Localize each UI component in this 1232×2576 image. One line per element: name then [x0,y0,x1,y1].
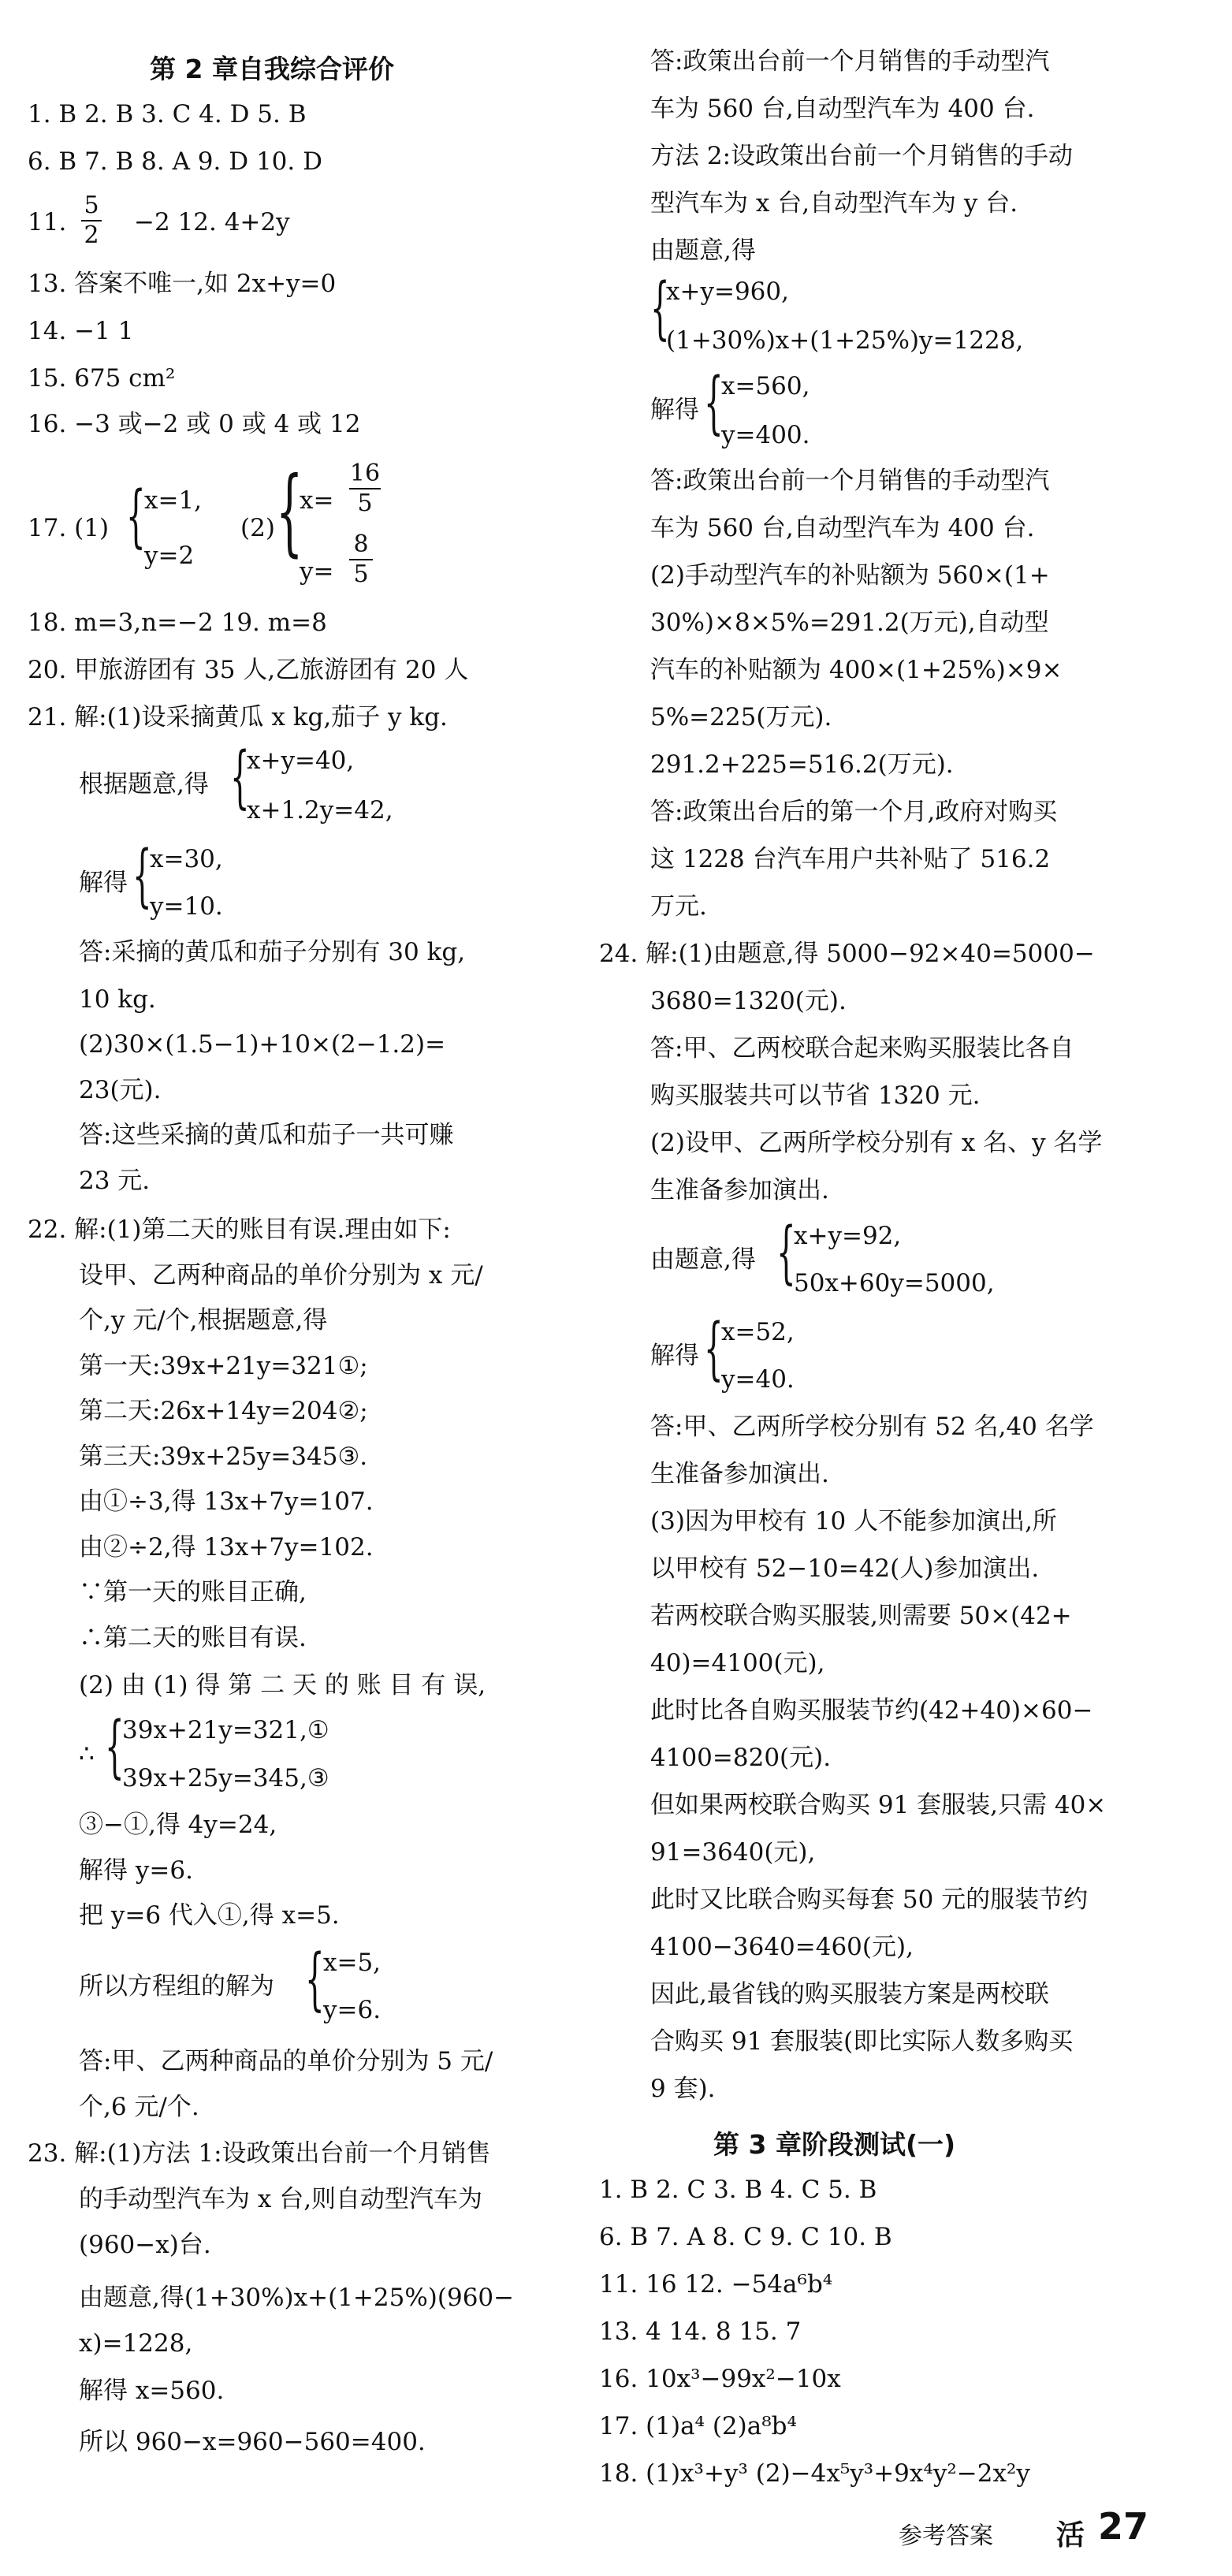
brace-24-solution: { [704,1309,724,1388]
answers-1-5: 1. B 2. B 3. C 4. D 5. B [28,100,307,128]
answer-11-fraction [81,192,102,250]
r-line5: 由题意,得 [650,236,756,265]
chapter3-title: 第 3 章阶段测试(一) [713,2129,956,2160]
r-line10: 汽车的补贴额为 400×(1+25%)×9× [650,656,1063,684]
answer-15: 15. 675 cm² [28,364,176,393]
q22-line9: ∵第一天的账目正确, [79,1578,307,1606]
q24-line21: 9 套). [650,2075,716,2103]
q24-line11: 若两校联合购买服装,则需要 50×(42+ [650,1602,1072,1630]
q21-line5: (2)30×(1.5−1)+10×(2−1.2)= [79,1030,446,1059]
q23-line4: 由题意,得(1+30%)x+(1+25%)(960− [79,2284,515,2312]
ch3-answer-16: 16. 10x³−99x²−10x [599,2365,841,2393]
ch3-answer-17: 17. (1)a⁴ (2)a⁸b⁴ [599,2412,797,2440]
q24-line8: 生准备参加演出. [650,1460,829,1488]
page-number: 27 [1098,2505,1149,2548]
q24-line10: 以甲校有 52−10=42(人)参加演出. [650,1554,1040,1583]
q22-sol2: y=6. [323,1996,382,2024]
r-line14: 这 1228 台汽车用户共补贴了 516.2 [650,845,1051,873]
q22-sol1: x=5, [323,1949,382,1977]
q21-sol1: x=30, [150,845,223,873]
q24-line4: 购买服装共可以节省 1320 元. [650,1081,981,1110]
q24-line16: 91=3640(元), [650,1838,816,1867]
q21-line3: 答:采摘的黄瓜和茄子分别有 30 kg, [79,938,466,966]
q21-line8: 23 元. [79,1167,151,1195]
answer-11-12: −2 12. 4+2y [134,208,290,236]
answer-14: 14. −1 1 [28,317,134,345]
brace-21-solution: { [132,836,152,915]
q22-line13: 解得 y=6. [79,1856,193,1885]
footer-mark: 活 [1056,2519,1085,2552]
q21-eq1: x+y=40, [247,746,355,775]
q17-eq1: x=1, [144,486,203,515]
q24-line18: 4100−3640=460(元), [650,1933,914,1961]
brace-21-system: { [230,738,250,817]
q24-line5: (2)设甲、乙两所学校分别有 x 名、y 名学 [650,1129,1103,1157]
brace-24-system: { [776,1213,796,1292]
r-line11: 5%=225(万元). [650,703,832,731]
q24-solve-label: 解得 [650,1342,699,1370]
q24-line7: 答:甲、乙两所学校分别有 52 名,40 名学 [650,1413,1094,1441]
r-line13: 答:政策出台后的第一个月,政府对购买 [650,798,1058,826]
q23-line3: (960−x)台. [79,2231,211,2259]
q22-line6: 第三天:39x+25y=345③. [79,1442,368,1471]
answers-6-10: 6. B 7. B 8. A 9. D 10. D [28,147,322,176]
q23-line6: 解得 x=560. [79,2377,225,2405]
q21-line4: 10 kg. [79,985,156,1014]
q22-line2: 设甲、乙两种商品的单价分别为 x 元/ [79,1261,483,1290]
answer-11-label: 11. [28,208,67,236]
fraction-numerator: 5 [84,192,99,219]
brace-17-1: { [126,477,146,556]
fraction-numerator: 16 [349,460,381,487]
q22-line15: 答:甲、乙两种商品的单价分别为 5 元/ [79,2047,493,2075]
answer-18-19: 18. m=3,n=−2 19. m=8 [28,609,327,637]
q23-line1: 23. 解:(1)方法 1:设政策出台前一个月销售 [28,2139,491,2168]
q24-line6: 生准备参加演出. [650,1176,829,1204]
answer-20: 20. 甲旅游团有 35 人,乙旅游团有 20 人 [28,656,469,684]
q24-system-label: 由题意,得 [650,1245,756,1274]
q22-line1: 22. 解:(1)第二天的账目有误.理由如下: [28,1215,451,1244]
q24-line14: 4100=820(元). [650,1744,832,1772]
q24-line12: 40)=4100(元), [650,1649,825,1677]
q24-sol1: x=52, [721,1318,795,1346]
r-line4: 型汽车为 x 台,自动型汽车为 y 台. [650,189,1018,218]
q22-line5: 第二天:26x+14y=204②; [79,1397,368,1425]
ch3-answers-11-12: 11. 16 12. −54a⁶b⁴ [599,2270,833,2299]
q22-eq1: 39x+21y=321,① [122,1716,329,1744]
q17-y-label: y= [300,557,334,586]
q23-line2: 的手动型汽车为 x 台,则自动型汽车为 [79,2185,483,2213]
r-line1: 答:政策出台前一个月销售的手动型汽 [650,47,1050,76]
q24-line17: 此时又比联合购买每套 50 元的服装节约 [650,1885,1089,1914]
q22-therefore: ∴ [79,1740,95,1768]
q21-line7: 答:这些采摘的黄瓜和茄子一共可赚 [79,1121,454,1149]
fraction-denominator: 2 [84,221,99,249]
q23-line7: 所以 960−x=960−560=400. [79,2428,426,2456]
q22-line8: 由②÷2,得 13x+7y=102. [79,1533,374,1562]
q17-x-label: x= [300,486,334,515]
brace-22-system: { [105,1707,125,1786]
answer-13: 13. 答案不唯一,如 2x+y=0 [28,270,337,298]
q24-line13: 此时比各自购买服装节约(42+40)×60− [650,1696,1093,1725]
r-line2: 车为 560 台,自动型汽车为 400 台. [650,95,1035,123]
q24-line2: 3680=1320(元). [650,987,847,1015]
r-sol2: y=400. [721,421,810,449]
q17-x-fraction [349,460,381,518]
fraction-denominator: 5 [353,560,369,588]
r-line15: 万元. [650,892,707,921]
q24-line19: 因此,最省钱的购买服装方案是两校联 [650,1980,1049,2008]
ch3-answers-6-10: 6. B 7. A 8. C 9. C 10. B [599,2223,892,2251]
fraction-denominator: 5 [357,490,373,517]
q21-line1: 21. 解:(1)设采摘黄瓜 x kg,茄子 y kg. [28,703,448,731]
q17-y-fraction [349,530,373,589]
q21-line6: 23(元). [79,1076,162,1104]
footer-label: 参考答案 [899,2522,993,2550]
brace-r-system: { [650,269,670,348]
r-eq2: (1+30%)x+(1+25%)y=1228, [666,326,1024,355]
q24-eq2: 50x+60y=5000, [794,1269,995,1297]
r-line8: (2)手动型汽车的补贴额为 560×(1+ [650,561,1050,590]
r-line9: 30%)×8×5%=291.2(万元),自动型 [650,609,1049,637]
q22-line10: ∴第二天的账目有误. [79,1624,307,1652]
ch3-answer-18: 18. (1)x³+y³ (2)−4x⁵y³+9x⁴y²−2x²y [599,2459,1030,2488]
q22-line7: 由①÷3,得 13x+7y=107. [79,1487,374,1516]
q22-line11: (2) 由 (1) 得 第 二 天 的 账 目 有 误, [79,1671,486,1699]
ch3-answers-1-5: 1. B 2. C 3. B 4. C 5. B [599,2176,877,2204]
q24-line15: 但如果两校联合购买 91 套服装,只需 40× [650,1791,1107,1819]
q17-eq2: y=2 [144,542,195,570]
answer-17-part2: (2) [240,514,275,542]
brace-22-solution: { [305,1940,325,2019]
r-line12: 291.2+225=516.2(万元). [650,750,954,779]
q24-line1: 24. 解:(1)由题意,得 5000−92×40=5000− [599,940,1095,968]
q24-line3: 答:甲、乙两校联合起来购买服装比各自 [650,1034,1074,1063]
r-line7: 车为 560 台,自动型汽车为 400 台. [650,514,1035,542]
brace-17-2: { [276,457,303,567]
q24-eq1: x+y=92, [794,1222,902,1250]
r-line3: 方法 2:设政策出台前一个月销售的手动 [650,142,1074,170]
q22-line14: 把 y=6 代入①,得 x=5. [79,1901,340,1930]
q21-sol2: y=10. [150,892,223,921]
q24-line9: (3)因为甲校有 10 人不能参加演出,所 [650,1507,1057,1536]
r-solve-label: 解得 [650,396,699,424]
fraction-numerator: 8 [353,530,369,558]
q21-line2: 根据题意,得 [79,770,209,798]
ch3-answers-13-15: 13. 4 14. 8 15. 7 [599,2317,802,2346]
q22-solve-label: 所以方程组的解为 [79,1972,274,2001]
answer-16: 16. −3 或−2 或 0 或 4 或 12 [28,410,361,438]
q21-solve-label: 解得 [79,869,128,897]
q22-line12: ③−①,得 4y=24, [79,1811,277,1839]
r-sol1: x=560, [721,372,810,400]
q24-line20: 合购买 91 套服装(即比实际人数多购买 [650,2027,1074,2056]
q21-eq2: x+1.2y=42, [247,796,393,825]
r-eq1: x+y=960, [666,277,789,306]
q23-line5: x)=1228, [79,2329,193,2358]
chapter2-title: 第 2 章自我综合评价 [150,54,394,84]
q22-line16: 个,6 元/个. [79,2093,199,2121]
q22-line4: 第一天:39x+21y=321①; [79,1352,368,1380]
brace-r-solution: { [704,363,724,442]
q24-sol2: y=40. [721,1365,795,1394]
r-line6: 答:政策出台前一个月销售的手动型汽 [650,467,1050,495]
q22-eq2: 39x+25y=345,③ [122,1764,329,1792]
q22-line3: 个,y 元/个,根据题意,得 [79,1306,328,1335]
answer-17-label: 17. (1) [28,514,110,542]
